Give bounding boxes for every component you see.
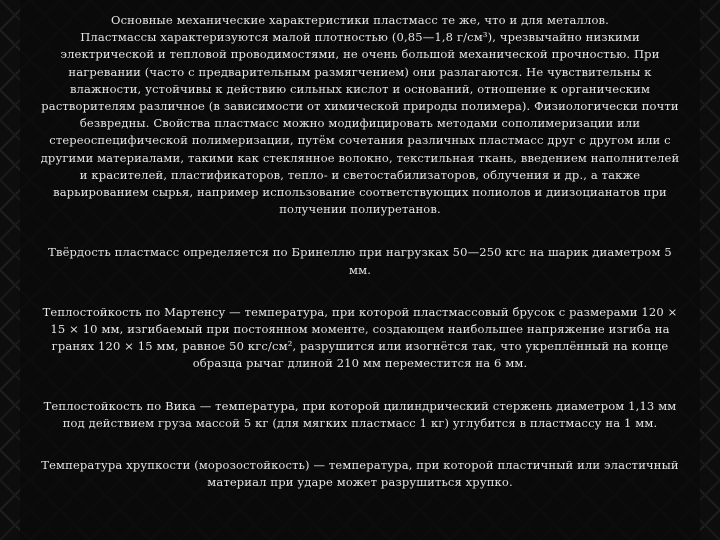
paragraph-brittleness-temperature: Температура хрупкости (морозостойкость) — температура, при которой пластичный или эластичный материал при ударе может разрушиться хрупко. [41, 458, 679, 490]
paragraph-mechanical-properties: Основные механические характеристики пластмасс те же, что и для металлов. [111, 13, 609, 27]
paragraph-vicat-heat-resistance: Теплостойкость по Вика — температура, при которой цилиндрический стержень диаметром 1,13 мм под действием груза массой 5 кг (для мягких пластмасс 1 кг) углубится в пластмассу на 1 мм. [43, 398, 677, 430]
paragraph-brinell-hardness: Твёрдость пластмасс определяется по Бринеллю при нагрузках 50—250 кгс на шарик диаметром 5 мм. [48, 245, 672, 277]
paragraph-martens-heat-resistance: Теплостойкость по Мартенсу — температура, при которой пластмассовый брусок с размерами 120 × 15 × 10 мм, изгибаемый при постоянном моменте, создающем наибольшее напряжение изгиба на гранях 120 × 15 мм, равное 50 кгс/см², разрушится или изогнётся так, что укреплённый на конце образца рычаг длиной 210 мм переместится на 6 мм. [42, 304, 678, 371]
paragraph-plastic-properties: Пластмассы характеризуются малой плотностью (0,85—1,8 г/см³), чрезвычайно низкими электрической и тепловой проводимостями, не очень большой механической прочностью. При нагревании (часто с предварительным размягчением) они разлагаются. Не чувствительны к влажности, устойчивы к действию сильных кислот и оснований, отношение к органическим растворителям различное (в зависимости от химической природы полимера). Физиологически почти безвредны. Свойства пластмасс можно модифицировать методами сополимеризации или стереоспецифической полимеризации, путём сочетания различных пластмасс друг с другом или с другими материалами, такими как стеклянное волокно, текстильная ткань, введением наполнителей и красителей, пластификаторов, тепло- и светостабилизаторов, облучения и др., а также варьированием сырья, например использование соответствующих полиолов и диизоцианатов при получении полиуретанов. [40, 30, 680, 217]
slide-content [36, 12, 684, 491]
